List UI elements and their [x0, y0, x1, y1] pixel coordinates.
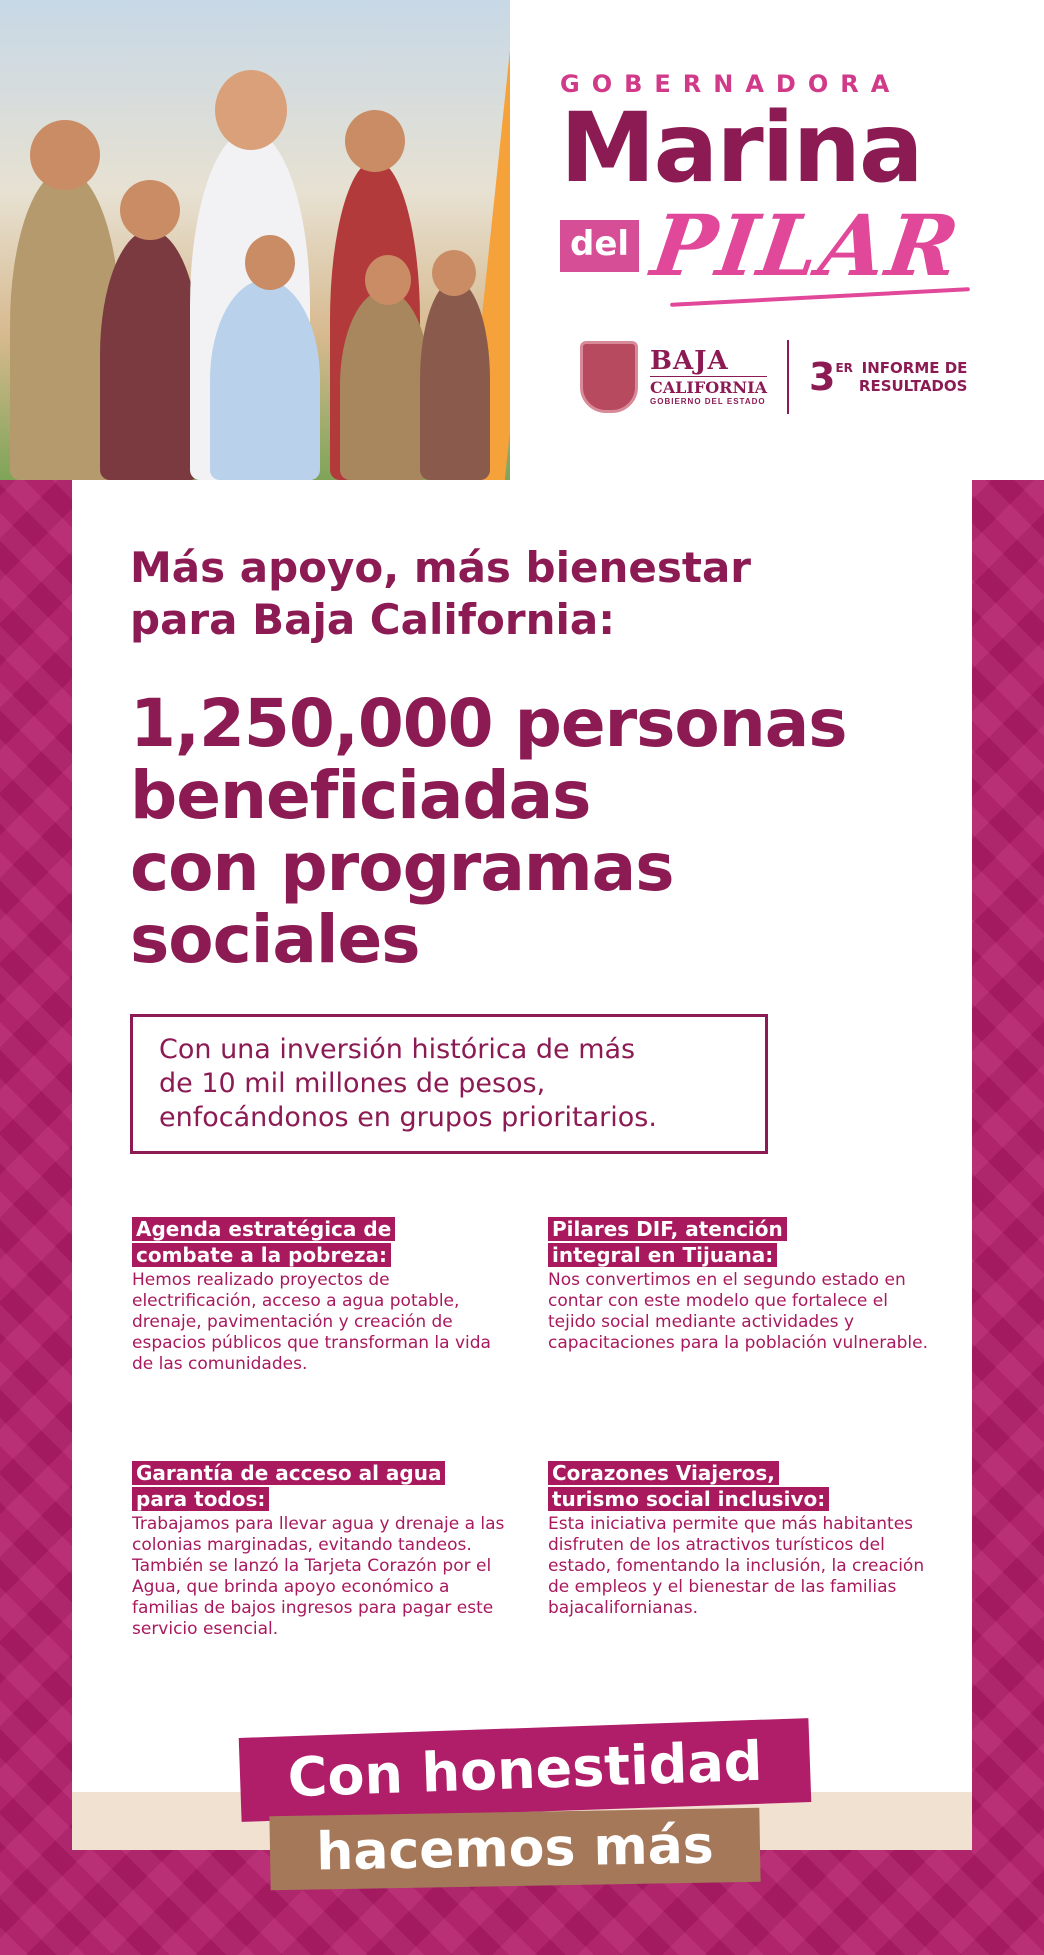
- state-logo-text: [650, 348, 767, 406]
- program-card-title-2: integral en Tijuana:: [548, 1243, 777, 1267]
- brand-title-top: GOBERNADORA: [560, 70, 902, 98]
- group-photo: [0, 0, 510, 480]
- program-card-title-1: Agenda estratégica de: [132, 1217, 395, 1241]
- subtitle-line-2: para Baja California:: [130, 595, 616, 644]
- person-head: [120, 180, 180, 240]
- program-card: [132, 1460, 512, 1640]
- program-card-title-1: Garantía de acceso al agua: [132, 1461, 445, 1485]
- subtitle: [130, 542, 751, 646]
- program-card: [548, 1460, 928, 1619]
- state-subtitle: GOBIERNO DEL ESTADO: [650, 397, 766, 406]
- header: [0, 0, 1044, 480]
- program-card-body: Hemos realizado proyectos de electrificación, acceso a agua potable, drenaje, pavimentación y creación de espacios públicos que transforman la vida de las comunidades.: [132, 1270, 491, 1374]
- program-card: [548, 1216, 928, 1354]
- program-card-body: Trabajamos para llevar agua y drenaje a las colonias marginadas, evitando tandeos. También se lanzó la Tarjeta Corazón por el Agua, que brinda apoyo económico a familias de bajos ingresos para pagar este servicio esencial.: [132, 1514, 505, 1639]
- state-name-1: BAJA: [650, 346, 729, 376]
- person-figure: [420, 280, 490, 480]
- program-card-title-2: combate a la pobreza:: [132, 1243, 391, 1267]
- brand-name-row: [560, 196, 1010, 295]
- program-card-title-1: Corazones Viajeros,: [548, 1461, 779, 1485]
- slogan-banner-2: hacemos más: [269, 1808, 760, 1891]
- subtitle-line-1: Más apoyo, más bienestar: [130, 543, 752, 592]
- headline-line-2: beneficiadas: [130, 757, 591, 834]
- governor-brand: [560, 70, 1010, 299]
- informe-badge: [809, 355, 967, 399]
- headline-line-1: 1,250,000 personas: [130, 685, 847, 762]
- program-card-body: Nos convertimos en el segundo estado en contar con este modelo que fortalece el tejido social mediante actividades y capacitaciones para la población vulnerable.: [548, 1270, 929, 1353]
- content-panel: [72, 480, 972, 1850]
- informe-text-2: RESULTADOS: [858, 377, 968, 395]
- informe-text-1: INFORME DE: [861, 359, 968, 377]
- brand-name-del: del: [560, 220, 639, 272]
- brand-name-main: Marina: [560, 92, 922, 204]
- investment-highlight-box: [130, 1014, 768, 1154]
- slogan-banner-1: Con honestidad: [239, 1718, 812, 1822]
- highlight-line-3: enfocándonos en grupos prioritarios.: [159, 1102, 657, 1133]
- program-card-title-2: turismo social inclusivo:: [548, 1487, 829, 1511]
- person-head: [30, 120, 100, 190]
- program-card-title-1: Pilares DIF, atención: [548, 1217, 787, 1241]
- person-figure: [210, 280, 320, 480]
- person-head: [365, 255, 411, 305]
- brand-name-script: PILAR: [646, 196, 967, 295]
- headline-line-3: con programas: [130, 829, 674, 906]
- person-figure: [100, 230, 200, 480]
- person-head: [215, 70, 287, 150]
- informe-text: [859, 359, 968, 395]
- person-figure: [340, 290, 430, 480]
- person-head: [345, 110, 405, 172]
- highlight-line-2: de 10 mil millones de pesos,: [159, 1068, 546, 1099]
- program-card-title-2: para todos:: [132, 1487, 269, 1511]
- person-head: [432, 250, 476, 296]
- informe-number: 3: [809, 355, 836, 399]
- person-head: [245, 235, 295, 290]
- informe-superscript: ER: [835, 361, 853, 375]
- headline-line-4: sociales: [130, 901, 420, 978]
- logos-row: [580, 340, 967, 414]
- program-card-body: Esta iniciativa permite que más habitantes disfruten de los atractivos turísticos del estado, fomentando la inclusión, la creación de empleos y el bienestar de las familias bajacalifornianas.: [548, 1514, 925, 1618]
- program-card: [132, 1216, 512, 1375]
- state-shield-icon: [580, 341, 638, 413]
- highlight-line-1: Con una inversión histórica de más: [159, 1034, 636, 1065]
- headline: [130, 685, 847, 978]
- logo-divider: [787, 340, 789, 414]
- state-name-2: CALIFORNIA: [650, 378, 767, 397]
